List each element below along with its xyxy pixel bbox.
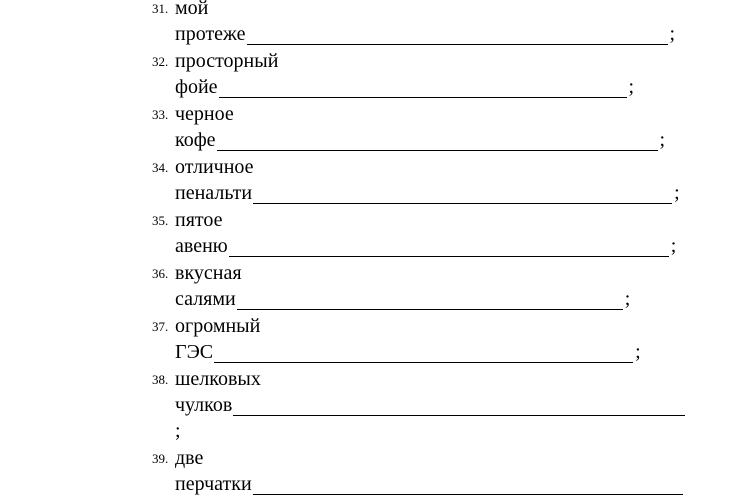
item-number: 31. bbox=[152, 1, 169, 16]
item-noun-line bbox=[175, 76, 634, 98]
item-adjective: отличное bbox=[175, 156, 254, 178]
item-noun-line bbox=[175, 182, 680, 204]
answer-blank[interactable] bbox=[217, 134, 658, 151]
item-adjective: две bbox=[175, 447, 204, 469]
item-adjective: просторный bbox=[175, 50, 279, 72]
answer-blank[interactable] bbox=[237, 293, 623, 310]
item-adjective: черное bbox=[175, 103, 234, 125]
item-number: 39. bbox=[152, 451, 169, 466]
item-adjective: мой bbox=[175, 0, 209, 19]
item-noun: ГЭС bbox=[175, 341, 214, 363]
item-number: 37. bbox=[152, 319, 169, 334]
item-adjective: вкусная bbox=[175, 262, 242, 284]
item-number: 34. bbox=[152, 160, 169, 175]
item-semicolon: ; bbox=[659, 129, 666, 151]
answer-blank[interactable] bbox=[253, 478, 683, 495]
answer-blank[interactable] bbox=[229, 240, 669, 257]
item-semicolon: ; bbox=[635, 341, 641, 363]
answer-blank[interactable] bbox=[233, 399, 685, 416]
answer-blank[interactable] bbox=[214, 346, 633, 363]
item-number: 32. bbox=[152, 54, 169, 69]
item-noun-line bbox=[175, 235, 676, 257]
item-noun: фойе bbox=[175, 76, 218, 98]
item-adjective: огромный bbox=[175, 315, 261, 337]
item-noun-line bbox=[175, 23, 675, 45]
item-noun-line bbox=[175, 129, 665, 151]
item-semicolon: ; bbox=[624, 288, 631, 310]
item-semicolon: ; bbox=[670, 235, 677, 257]
answer-blank[interactable] bbox=[247, 28, 668, 45]
item-noun-line bbox=[175, 341, 641, 363]
item-noun: салями bbox=[175, 288, 236, 310]
item-number: 38. bbox=[152, 372, 169, 387]
item-adjective: пятое bbox=[175, 209, 223, 231]
item-semicolon: ; bbox=[628, 76, 635, 98]
item-noun: авеню bbox=[175, 235, 228, 257]
item-noun: кофе bbox=[175, 129, 216, 151]
item-noun-line bbox=[175, 473, 683, 495]
item-noun: протеже bbox=[175, 23, 246, 45]
item-noun: пенальти bbox=[175, 182, 253, 204]
item-noun-line bbox=[175, 288, 630, 310]
item-semicolon: ; bbox=[669, 23, 676, 45]
item-noun: чулков bbox=[175, 394, 233, 416]
item-number: 35. bbox=[152, 213, 169, 228]
item-noun: перчатки bbox=[175, 473, 252, 495]
answer-blank[interactable] bbox=[219, 81, 627, 98]
item-semicolon: ; bbox=[674, 182, 680, 204]
item-adjective: шелковых bbox=[175, 368, 261, 390]
item-semicolon: ; bbox=[175, 420, 181, 442]
item-number: 33. bbox=[152, 107, 169, 122]
item-noun-line bbox=[175, 394, 685, 416]
item-number: 36. bbox=[152, 266, 169, 281]
answer-blank[interactable] bbox=[253, 187, 672, 204]
